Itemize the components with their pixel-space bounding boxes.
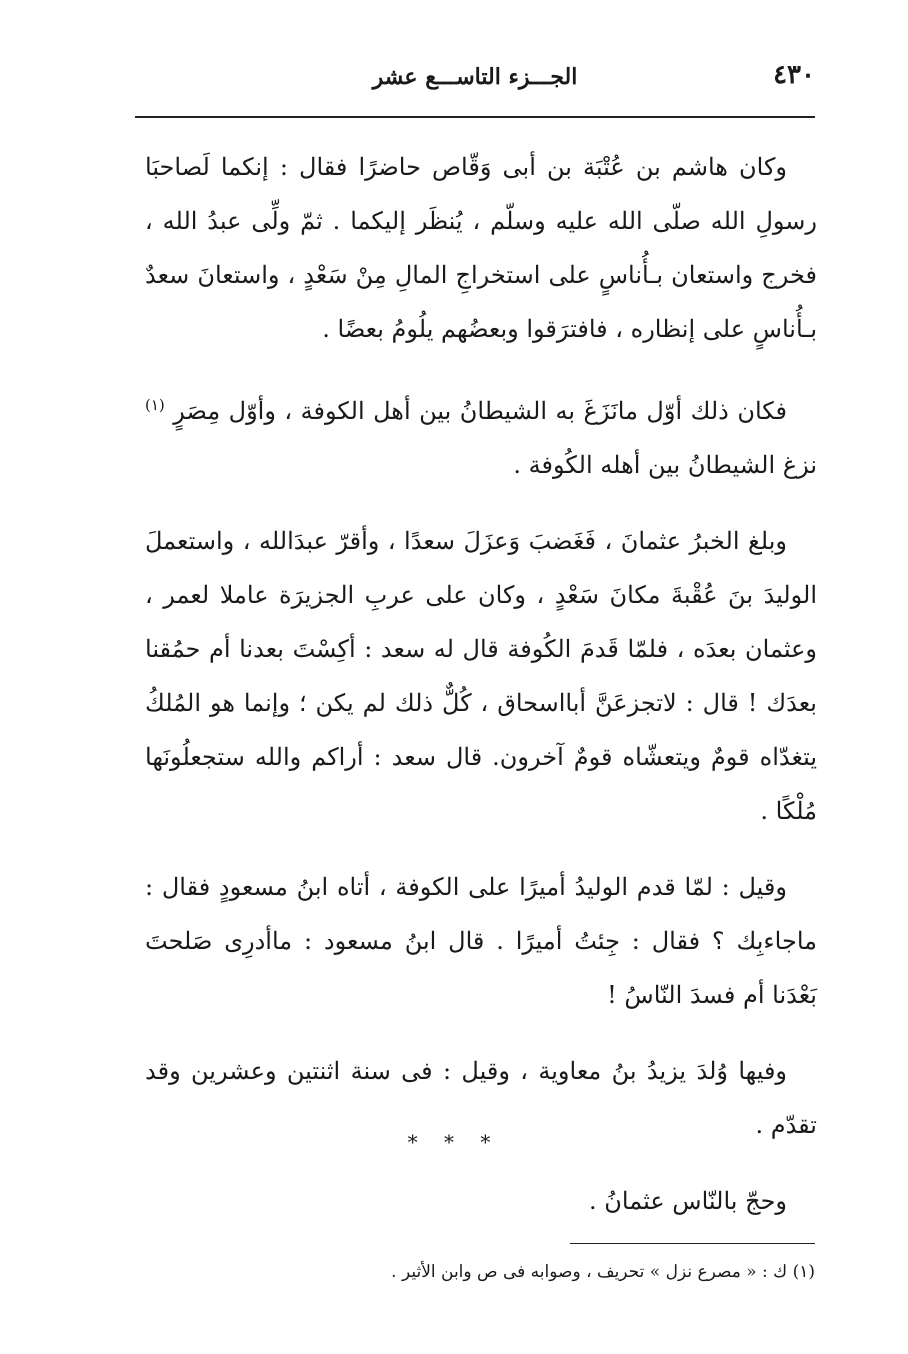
paragraph-5: وفيها وُلدَ يزيدُ بنُ معاوية ، وقيل : فى سنة اثنتين وعشرين وقد تقدّم . — [145, 1057, 817, 1139]
running-title: الجـــزء التاســـع عشر — [372, 64, 578, 90]
section-separator: * * * — [407, 1130, 501, 1154]
header-divider — [135, 116, 815, 118]
page-header — [135, 58, 815, 108]
footnote-marker: (١) — [145, 396, 165, 414]
footnote-divider — [570, 1243, 815, 1244]
footnote: (١) ك : « مصرع نزل » تحريف ، وصوابه فى ص وابن الأثير . — [391, 1262, 815, 1282]
body-text — [145, 140, 817, 1250]
paragraph-2-text: فكان ذلك أوّل مانَزَغَ به الشيطانُ بين أهل الكوفة ، وأوّل مِصَرٍ — [173, 397, 787, 425]
paragraph-6: وحجّ بالنّاس عثمانُ . — [589, 1187, 787, 1215]
paragraph-3: وبلغ الخبرُ عثمانَ ، فَغَضبَ وَعزَلَ سعدًا ، وأقرّ عبدَالله ، واستعملَ الوليدَ بنَ عُقْبةَ مكانَ سَعْدٍ ، وكان على عربِ الجزيرَة عاملا لعمر ، وعثمان بعدَه ، فلمّا قَدمَ الكُوفة قال له سعد : أكِسْتَ بعدنا أم حمُقنا بعدَك ! قال : لاتجزعَنَّ أبااسحاق ، كُلٌّ ذلك لم يكن ؛ وإنما هو المُلكُ يتغدّاه قومٌ ويتعشّاه قومٌ آخرون. قال سعد : أراكم والله ستجعلُونَها مُلْكًا . — [145, 527, 817, 825]
paragraph-1: وكان هاشم بن عُتْبَة بن أبى وَقّاص حاضرًا فقال : إنكما لَصاحبَا رسولِ الله صلّى الله عليه وسلّم ، يُنظَر إليكما . ثمّ ولِّى عبدُ الله ، فخرج واستعان بـأُناسٍ على استخراجِ المالِ مِنْ سَعْدٍ ، واستعانَ سعدٌ بـأُناسٍ على إنظاره ، فافترَقوا وبعضُهم يلُومُ بعضًا . — [145, 153, 817, 343]
paragraph-4: وقيل : لمّا قدم الوليدُ أميرًا على الكوفة ، أتاه ابنُ مسعودٍ فقال : ماجاءبِك ؟ فقال : جِئتُ أميرًا . قال ابنُ مسعود : ماأدرِى صَلحتَ بَعْدَنا أم فسدَ النّاسُ ! — [145, 873, 817, 1009]
paragraph-2 — [145, 378, 817, 492]
paragraph-2-text-after: نزغ الشيطانُ بين أهله الكُوفة . — [513, 451, 817, 479]
page-number: ٤٣٠ — [773, 60, 815, 90]
